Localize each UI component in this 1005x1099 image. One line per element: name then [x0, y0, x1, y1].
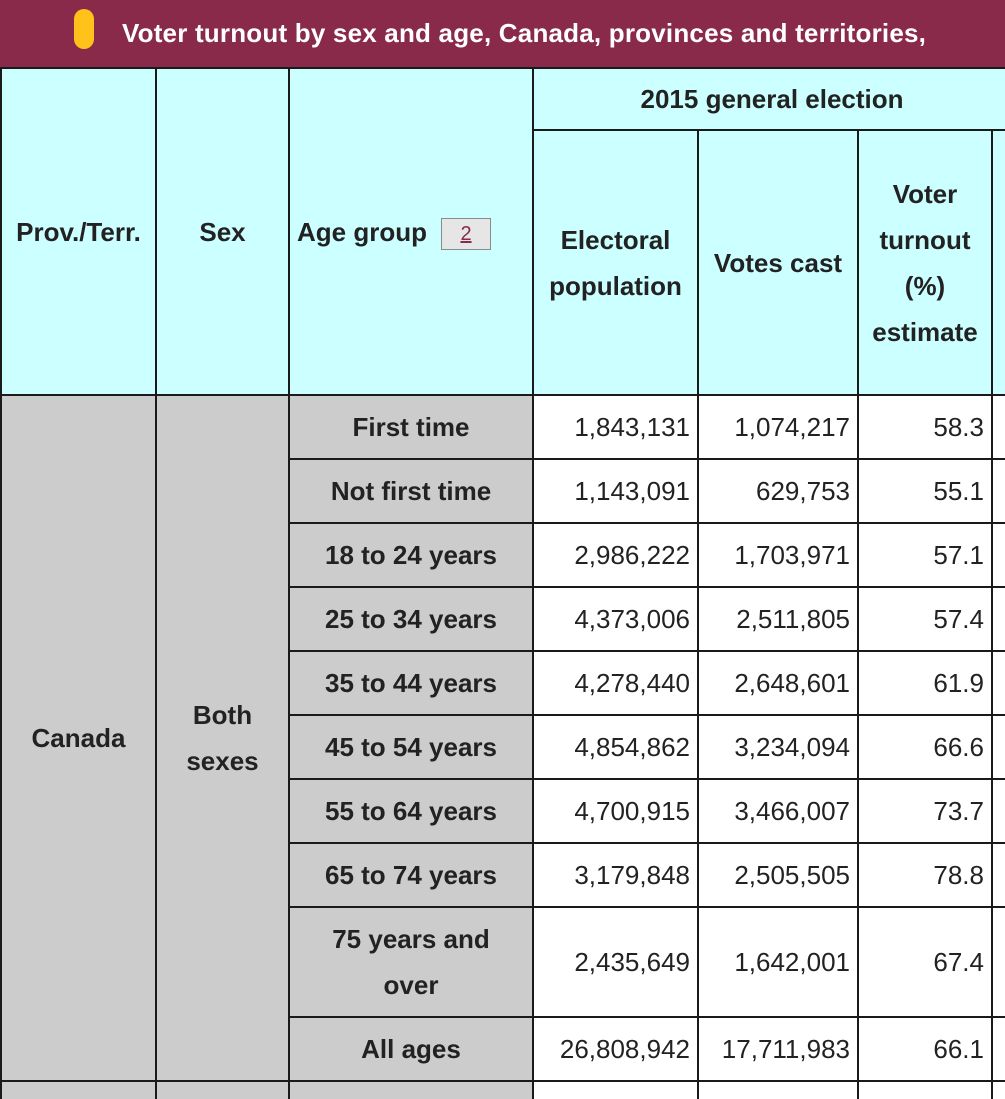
voter-turnout-cell: 57.1 — [858, 523, 992, 587]
electoral-population-cell: 1,143,091 — [533, 459, 698, 523]
partial-cell — [992, 651, 1005, 715]
age-group-cell: Not first time — [289, 459, 533, 523]
header-voter-turnout: Voter turnout (%) estimate — [858, 130, 992, 395]
partial-cell — [992, 843, 1005, 907]
next-row-cell — [533, 1081, 698, 1099]
voter-turnout-table — [0, 67, 1005, 1099]
electoral-population-cell: 1,843,131 — [533, 395, 698, 459]
table-row — [1, 1081, 1005, 1099]
voter-turnout-cell: 57.4 — [858, 587, 992, 651]
table-title: Voter turnout by sex and age, Canada, provinces and territories, — [122, 18, 927, 48]
partial-cell — [992, 395, 1005, 459]
electoral-population-cell: 4,854,862 — [533, 715, 698, 779]
header-electoral-population: Electoral population — [533, 130, 698, 395]
age-group-cell: 55 to 64 years — [289, 779, 533, 843]
age-group-cell: 65 to 74 years — [289, 843, 533, 907]
voter-turnout-cell: 67.4 — [858, 907, 992, 1017]
electoral-population-cell: 3,179,848 — [533, 843, 698, 907]
partial-cell — [992, 779, 1005, 843]
voter-turnout-cell: 55.1 — [858, 459, 992, 523]
votes-cast-cell: 629,753 — [698, 459, 858, 523]
next-row-cell — [289, 1081, 533, 1099]
header-prov-terr: Prov./Terr. — [1, 68, 156, 395]
votes-cast-cell: 2,648,601 — [698, 651, 858, 715]
electoral-population-cell: 4,373,006 — [533, 587, 698, 651]
footnote-link[interactable]: 2 — [460, 222, 472, 245]
header-age-group — [289, 68, 533, 395]
age-group-cell: 75 years and over — [289, 907, 533, 1017]
partial-cell — [992, 459, 1005, 523]
electoral-population-cell: 4,700,915 — [533, 779, 698, 843]
electoral-population-cell: 2,435,649 — [533, 907, 698, 1017]
votes-cast-cell: 1,642,001 — [698, 907, 858, 1017]
votes-cast-cell: 3,466,007 — [698, 779, 858, 843]
data-table-container[interactable] — [0, 67, 1005, 1099]
age-group-cell: 25 to 34 years — [289, 587, 533, 651]
voter-turnout-cell: 61.9 — [858, 651, 992, 715]
header-age-group-label: Age group — [297, 216, 427, 247]
next-row-cell — [698, 1081, 858, 1099]
votes-cast-cell: 2,511,805 — [698, 587, 858, 651]
votes-cast-cell: 3,234,094 — [698, 715, 858, 779]
table-title-bar — [0, 0, 1005, 67]
next-row-cell — [992, 1081, 1005, 1099]
electoral-population-cell: 26,808,942 — [533, 1017, 698, 1081]
voter-turnout-cell: 66.6 — [858, 715, 992, 779]
votes-cast-cell: 1,703,971 — [698, 523, 858, 587]
header-votes-cast: Votes cast — [698, 130, 858, 395]
voter-turnout-cell: 66.1 — [858, 1017, 992, 1081]
age-group-cell: 45 to 54 years — [289, 715, 533, 779]
age-group-cell: 35 to 44 years — [289, 651, 533, 715]
next-row-cell — [858, 1081, 992, 1099]
electoral-population-cell: 2,986,222 — [533, 523, 698, 587]
table-row — [1, 395, 1005, 459]
header-sex: Sex — [156, 68, 289, 395]
sex-both-sexes: Both sexes — [156, 395, 289, 1081]
partial-cell — [992, 523, 1005, 587]
partial-cell — [992, 715, 1005, 779]
voter-turnout-cell: 73.7 — [858, 779, 992, 843]
age-group-cell: All ages — [289, 1017, 533, 1081]
age-group-cell: 18 to 24 years — [289, 523, 533, 587]
highlight-marker-icon — [74, 9, 94, 49]
partial-cell — [992, 587, 1005, 651]
header-2015-general-election: 2015 general election — [533, 68, 1005, 130]
votes-cast-cell: 1,074,217 — [698, 395, 858, 459]
partial-cell — [992, 1017, 1005, 1081]
age-group-cell: First time — [289, 395, 533, 459]
next-row-cell — [156, 1081, 289, 1099]
votes-cast-cell: 17,711,983 — [698, 1017, 858, 1081]
voter-turnout-cell: 58.3 — [858, 395, 992, 459]
header-next-column-partial — [992, 130, 1005, 395]
prov-canada: Canada — [1, 395, 156, 1081]
next-row-cell — [1, 1081, 156, 1099]
electoral-population-cell: 4,278,440 — [533, 651, 698, 715]
partial-cell — [992, 907, 1005, 1017]
voter-turnout-cell: 78.8 — [858, 843, 992, 907]
votes-cast-cell: 2,505,505 — [698, 843, 858, 907]
footnote-box — [441, 218, 491, 250]
